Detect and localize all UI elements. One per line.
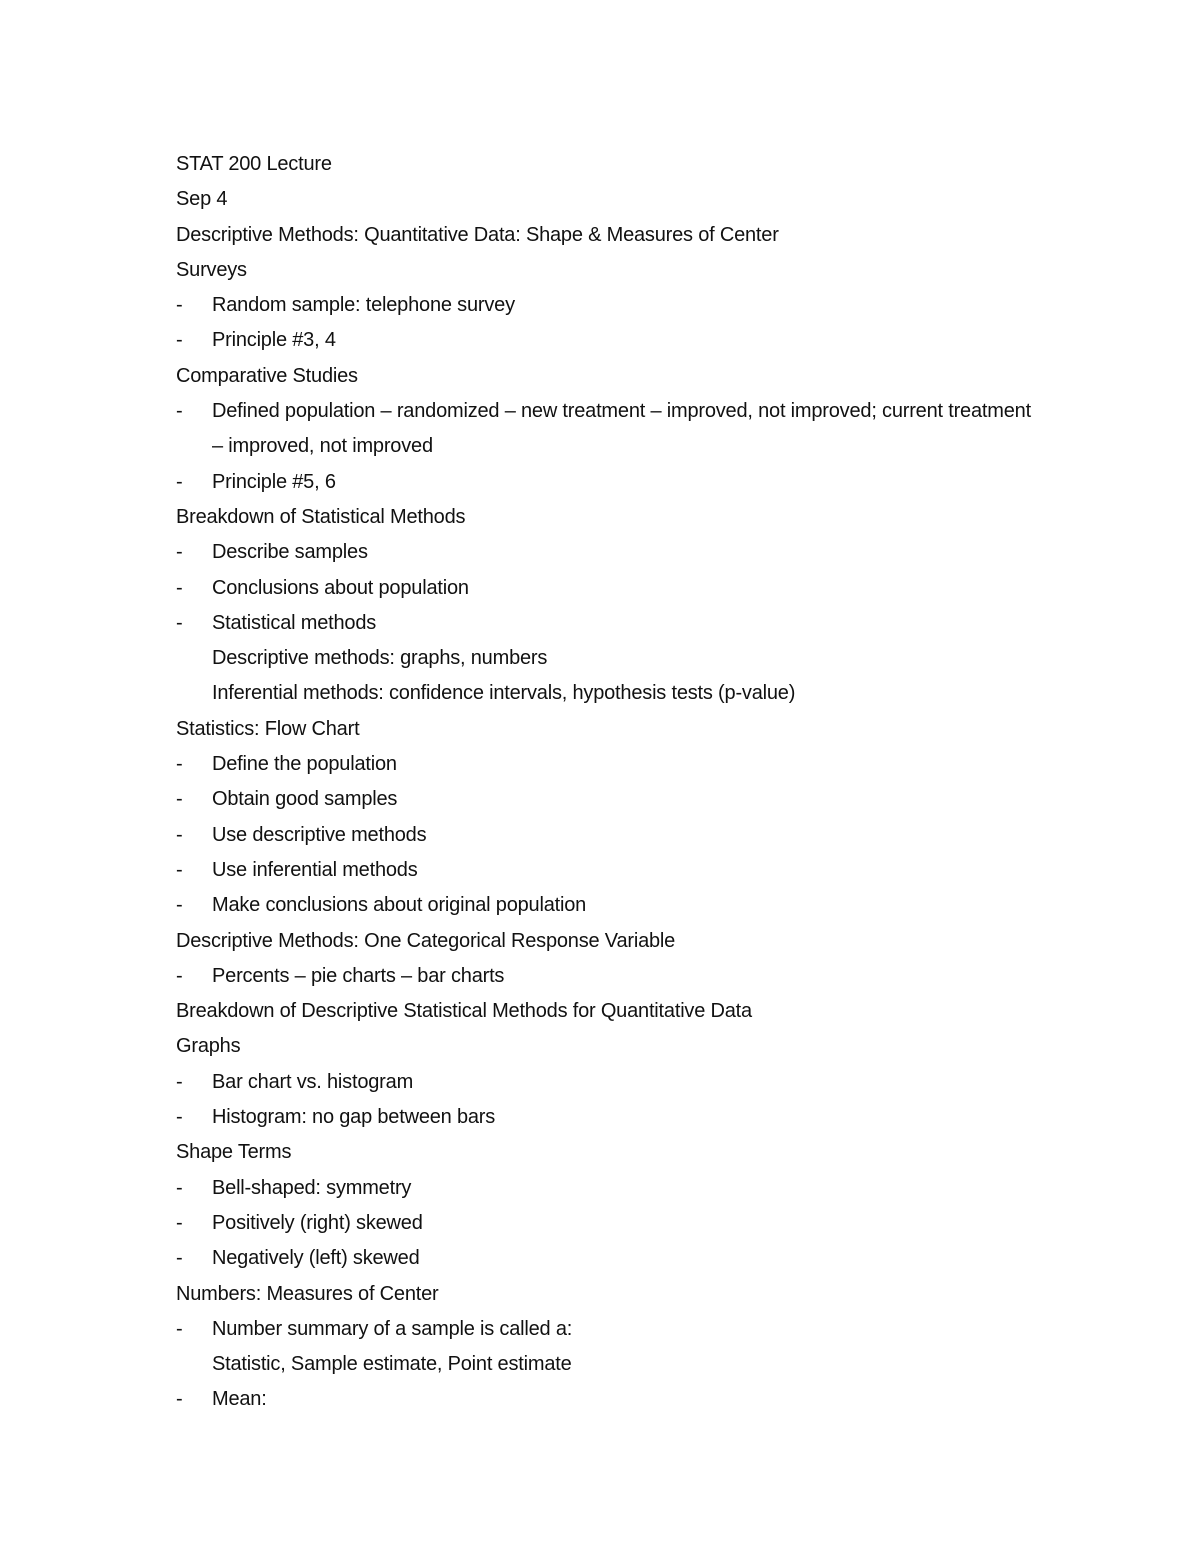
- section-heading-measures-of-center: Numbers: Measures of Center: [176, 1282, 439, 1305]
- lecture-topic: Descriptive Methods: Quantitative Data: Shape & Measures of Center: [176, 223, 779, 246]
- list-item: - Bar chart vs. histogram: [176, 1065, 1056, 1100]
- list-item: - Statistical methods: [176, 606, 1056, 641]
- bullet-dash: -: [176, 329, 183, 352]
- bullet-dash: -: [176, 1211, 183, 1234]
- section-heading-comparative-studies: Comparative Studies: [176, 364, 358, 387]
- list-item: - Describe samples: [176, 535, 1056, 570]
- bullet-dash: -: [176, 753, 183, 776]
- list-item-continuation: Statistic, Sample estimate, Point estimate: [212, 1353, 572, 1376]
- bullet-dash: -: [176, 470, 183, 493]
- bullet-dash: -: [176, 294, 183, 317]
- section-heading-breakdown-descriptive: Breakdown of Descriptive Statistical Methods for Quantitative Data: [176, 1000, 752, 1023]
- list-item-continuation: Inferential methods: confidence intervals, hypothesis tests (p-value): [212, 682, 796, 705]
- section-heading-categorical-response: Descriptive Methods: One Categorical Response Variable: [176, 929, 676, 952]
- list-item-continuation: – improved, not improved: [212, 435, 433, 458]
- list-item: - Histogram: no gap between bars: [176, 1100, 1056, 1135]
- section-heading-graphs: Graphs: [176, 1035, 241, 1058]
- bullet-dash: -: [176, 858, 183, 881]
- document-title: STAT 200 Lecture: [176, 153, 332, 175]
- list-item: - Principle #3, 4: [176, 323, 1056, 358]
- bullet-dash: -: [176, 788, 183, 811]
- list-item-continuation: Descriptive methods: graphs, numbers: [212, 647, 548, 670]
- bullet-dash: -: [176, 400, 183, 423]
- bullet-dash: -: [176, 1176, 183, 1199]
- list-item: - Bell-shaped: symmetry: [176, 1171, 1056, 1206]
- list-item: - Positively (right) skewed: [176, 1206, 1056, 1241]
- section-heading-shape-terms: Shape Terms: [176, 1141, 292, 1164]
- list-item: - Principle #5, 6: [176, 465, 1056, 500]
- bullet-dash: -: [176, 1070, 183, 1093]
- bullet-dash: -: [176, 823, 183, 846]
- bullet-dash: -: [176, 964, 183, 987]
- list-item: - Defined population – randomized – new treatment – improved, not improved; current treatment: [176, 394, 1056, 429]
- list-item: - Use inferential methods: [176, 853, 1056, 888]
- list-item: - Mean:: [176, 1382, 1056, 1417]
- bullet-dash: -: [176, 1106, 183, 1129]
- list-item: - Conclusions about population: [176, 571, 1056, 606]
- list-item: - Use descriptive methods: [176, 818, 1056, 853]
- bullet-dash: -: [176, 576, 183, 599]
- section-heading-flow-chart: Statistics: Flow Chart: [176, 717, 360, 740]
- list-item: - Obtain good samples: [176, 782, 1056, 817]
- list-item: - Negatively (left) skewed: [176, 1241, 1056, 1276]
- bullet-dash: -: [176, 1317, 183, 1340]
- document-page: [176, 147, 1056, 1418]
- list-item: - Number summary of a sample is called a:: [176, 1312, 1056, 1347]
- bullet-dash: -: [176, 1388, 183, 1411]
- section-heading-breakdown-statistical-methods: Breakdown of Statistical Methods: [176, 505, 466, 528]
- list-item: - Percents – pie charts – bar charts: [176, 959, 1056, 994]
- bullet-dash: -: [176, 541, 183, 564]
- section-heading-surveys: Surveys: [176, 258, 247, 281]
- lecture-date: Sep 4: [176, 188, 228, 211]
- list-item: - Random sample: telephone survey: [176, 288, 1056, 323]
- list-item: - Make conclusions about original population: [176, 888, 1056, 923]
- bullet-dash: -: [176, 1247, 183, 1270]
- list-item: - Define the population: [176, 747, 1056, 782]
- bullet-dash: -: [176, 611, 183, 634]
- bullet-dash: -: [176, 894, 183, 917]
